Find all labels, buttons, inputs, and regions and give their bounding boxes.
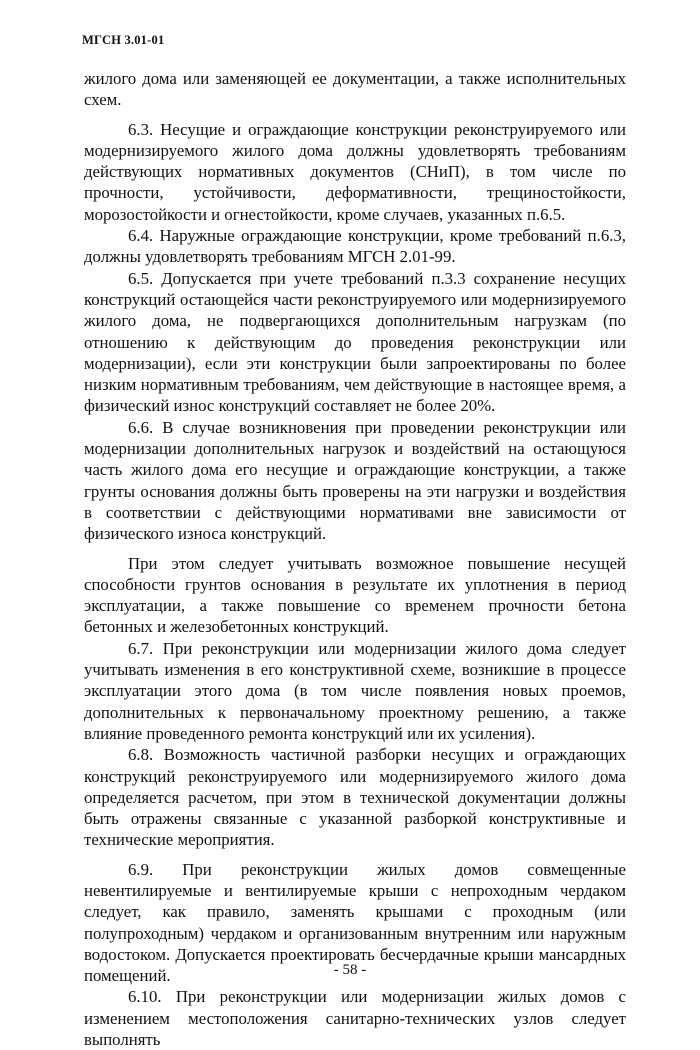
paragraph-continuation: жилого дома или заменяющей ее документации, а также исполнительных схем.	[84, 69, 626, 110]
paragraph-6-6-note: При этом следует учитывать возможное повышение несущей способности грунтов основания в результате их уплотнения в период эксплуатации, а также повышение со временем прочности бетона бетонных и железобетонных конструкций.	[84, 553, 626, 637]
document-body	[84, 68, 626, 1050]
paragraph-6-8: 6.8. Возможность частичной разборки несущих и ограждающих конструкций реконструируемого или модернизируемого жилого дома определяется расчетом, при этом в технической документации должны быть отражены связанные с указанной разборкой конструктивные и технические мероприятия.	[84, 745, 626, 850]
paragraph-6-4: 6.4. Наружные ограждающие конструкции, кроме требований п.6.3, должны удовлетворять требованиям МГСН 2.01-99.	[84, 226, 626, 267]
paragraph-6-9: 6.9. При реконструкции жилых домов совмещенные невентилируемые и вентилируемые крыши с непроходным чердаком следует, как правило, заменять крышами с проходным (или полупроходным) чердаком и организованным внутренним или наружным водостоком. Допускается проектировать бесчердачные крыши мансардных помещений.	[84, 859, 626, 986]
paragraph-6-7: 6.7. При реконструкции или модернизации жилого дома следует учитывать изменения в его конструктивной схеме, возникшие в процессе эксплуатации этого дома (в том числе появления новых проемов, дополнительных к первоначальному проектному решению, а также влияние проведенного ремонта конструкций или их усиления).	[84, 638, 626, 743]
paragraph-6-5: 6.5. Допускается при учете требований п.3.3 сохранение несущих конструкций остающейся части реконструируемого или модернизируемого жилого дома, не подвергающихся дополнительным нагрузкам (по отношению к действующим до проведения реконструкции или модернизации), если эти конструкции были запроектированы по более низким нормативным требованиям, чем действующие в настоящее время, а физический износ конструкций составляет не более 20%.	[84, 268, 626, 416]
paragraph-6-6: 6.6. В случае возникновения при проведении реконструкции или модернизации дополнительных нагрузок и воздействий на остающуюся часть жилого дома его несущие и ограждающие конструкции, а также грунты основания должны быть проверены на эти нагрузки и воздействия в соответствии с действующими нормативами вне зависимости от физического износа конструкций.	[84, 417, 626, 544]
paragraph-6-3: 6.3. Несущие и ограждающие конструкции реконструируемого или модернизируемого жилого дома должны удовлетворять требованиям действующих нормативных документов (СНиП), в том числе по прочности, устойчивости, деформативности, трещиностойкости, морозостойкости и огнестойкости, кроме случаев, указанных п.6.5.	[84, 119, 626, 224]
document-code-header: МГСН 3.01-01	[82, 33, 165, 47]
page-number: - 58 -	[333, 962, 367, 978]
paragraph-6-10: 6.10. При реконструкции или модернизации жилых домов с изменением местоположения санитарно-технических узлов следует выполнять	[84, 987, 626, 1050]
